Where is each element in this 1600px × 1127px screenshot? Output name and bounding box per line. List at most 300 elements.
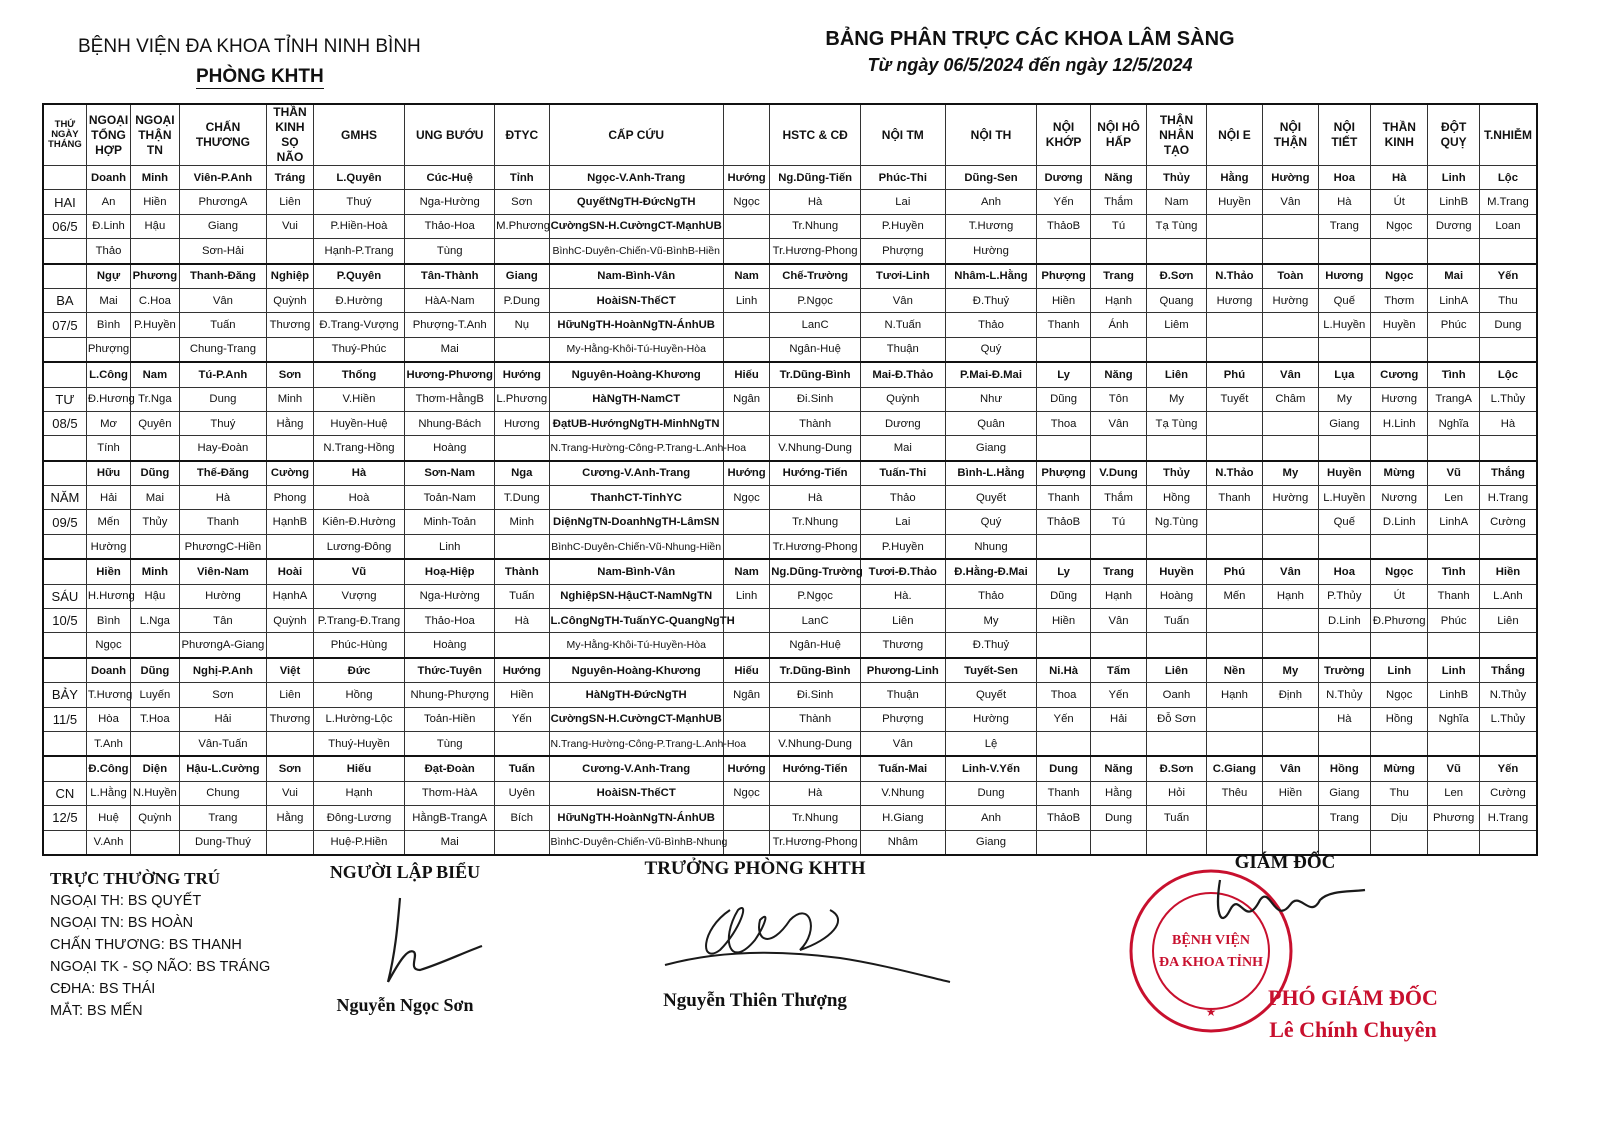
schedule-cell: P.Hiền-Hoà (313, 214, 405, 238)
day-cell (43, 166, 86, 190)
schedule-cell (1318, 337, 1370, 362)
schedule-cell: Lụa (1318, 362, 1370, 387)
schedule-cell: Dung (1090, 806, 1146, 830)
schedule-cell: Tân-Thành (405, 264, 495, 289)
schedule-cell: BìnhC-Duyên-Chiến-Vũ-BìnhB-Nhung (549, 830, 723, 855)
schedule-cell: Nhung (945, 534, 1037, 559)
schedule-cell: Thanh (1037, 313, 1090, 337)
resident-duty-line: NGOẠI TK - SỌ NÃO: BS TRÁNG (50, 959, 271, 975)
schedule-cell: Uyên (495, 781, 549, 805)
column-header: UNG BƯỚU (405, 104, 495, 166)
schedule-cell: Sơn (267, 756, 313, 781)
column-header: NGOẠI TỔNG HỢP (86, 104, 130, 166)
schedule-cell (495, 436, 549, 461)
schedule-cell: Hoàng (1147, 584, 1206, 608)
schedule-cell (1263, 313, 1318, 337)
schedule-cell: T.Hương (945, 214, 1037, 238)
schedule-cell: Hương-Phương (405, 362, 495, 387)
schedule-cell: Thắm (1090, 190, 1146, 214)
schedule-cell: Tươi-Linh (860, 264, 945, 289)
schedule-cell: Hạnh (1263, 584, 1318, 608)
schedule-cell: Nghĩa (1428, 411, 1479, 435)
schedule-cell: Nga-Hường (405, 584, 495, 608)
schedule-row (43, 584, 1537, 608)
schedule-cell (131, 633, 179, 658)
schedule-cell: Đ.Sơn (1147, 756, 1206, 781)
schedule-cell: Hà (313, 461, 405, 486)
schedule-cell: Phượng (860, 707, 945, 731)
schedule-cell: Phú (1206, 559, 1262, 584)
schedule-cell: Đ.Linh (86, 214, 130, 238)
schedule-cell: Ngọc (86, 633, 130, 658)
schedule-cell: Mai-Đ.Thảo (860, 362, 945, 387)
schedule-cell: HữuNgTH-HoànNgTN-ÁnhUB (549, 313, 723, 337)
schedule-cell: Quỳnh (267, 609, 313, 633)
schedule-cell: HạnhA (267, 584, 313, 608)
resident-duty-line: CĐHA: BS THÁI (50, 981, 156, 997)
schedule-cell: Phượng (1037, 264, 1090, 289)
schedule-cell: Đông-Lương (313, 806, 405, 830)
schedule-cell: Thành (770, 707, 861, 731)
schedule-cell: Mừng (1371, 756, 1428, 781)
schedule-cell: Huyền (1318, 461, 1370, 486)
schedule-cell: Phương (1428, 806, 1479, 830)
schedule-row (43, 313, 1537, 337)
schedule-cell: Nam (723, 559, 769, 584)
schedule-cell (723, 806, 769, 830)
schedule-cell (131, 436, 179, 461)
schedule-cell (1318, 633, 1370, 658)
schedule-cell: Ngọc (723, 781, 769, 805)
day-cell: 06/5 (43, 214, 86, 238)
schedule-cell (1206, 214, 1262, 238)
schedule-cell: Năng (1090, 166, 1146, 190)
schedule-cell: Hiền (1037, 288, 1090, 312)
schedule-cell: Trang (1090, 264, 1146, 289)
schedule-row (43, 486, 1537, 510)
schedule-cell: Vân (1090, 411, 1146, 435)
schedule-cell: Quyết (945, 486, 1037, 510)
day-cell (43, 633, 86, 658)
schedule-cell: CườngSN-H.CườngCT-MạnhUB (549, 214, 723, 238)
day-cell (43, 264, 86, 289)
schedule-cell: Dương (860, 411, 945, 435)
schedule-cell: H.Trang (1479, 486, 1537, 510)
schedule-cell (1263, 239, 1318, 264)
schedule-cell: Hồng (1318, 756, 1370, 781)
schedule-cell (1147, 337, 1206, 362)
schedule-cell: Nền (1206, 658, 1262, 683)
day-cell: SÁU (43, 584, 86, 608)
schedule-cell: Minh (267, 387, 313, 411)
schedule-cell: Nhung-Bách (405, 411, 495, 435)
schedule-cell (723, 313, 769, 337)
schedule-cell: Hiền (86, 559, 130, 584)
schedule-cell: Thanh (1428, 584, 1479, 608)
schedule-cell (1371, 633, 1428, 658)
schedule-cell (1263, 534, 1318, 559)
schedule-cell: Đ.Công (86, 756, 130, 781)
schedule-row (43, 362, 1537, 387)
schedule-cell: Giang (1318, 411, 1370, 435)
schedule-cell: V.Dung (1090, 461, 1146, 486)
schedule-cell: Hằng (1090, 781, 1146, 805)
schedule-cell: Liên (267, 683, 313, 707)
schedule-cell: HoàiSN-ThếCT (549, 288, 723, 312)
schedule-cell: Kiên-Đ.Hường (313, 510, 405, 534)
schedule-cell (1318, 731, 1370, 756)
column-header: CHẤN THƯƠNG (179, 104, 267, 166)
schedule-cell: Vân (1263, 559, 1318, 584)
schedule-cell: My-Hằng-Khôi-Tú-Huyền-Hòa (549, 337, 723, 362)
schedule-cell: Thuý (313, 190, 405, 214)
schedule-cell: Nga-Hường (405, 190, 495, 214)
schedule-row (43, 559, 1537, 584)
schedule-cell: Tráng (267, 166, 313, 190)
schedule-cell: Thảo-Hoa (405, 609, 495, 633)
schedule-cell: C.Giang (1206, 756, 1262, 781)
schedule-cell (1206, 731, 1262, 756)
schedule-cell: NghiệpSN-HậuCT-NamNgTN (549, 584, 723, 608)
schedule-cell: Thêu (1206, 781, 1262, 805)
schedule-cell (495, 239, 549, 264)
schedule-cell: Lệ (945, 731, 1037, 756)
schedule-row (43, 658, 1537, 683)
schedule-cell: Đ.Hằng-Đ.Mai (945, 559, 1037, 584)
schedule-cell: Cương (1371, 362, 1428, 387)
schedule-cell: V.Nhung (860, 781, 945, 805)
schedule-cell (1428, 633, 1479, 658)
resident-duty-line: MẮT: BS MẾN (50, 1003, 143, 1019)
schedule-cell: Toàn (1263, 264, 1318, 289)
schedule-cell: BìnhC-Duyên-Chiến-Vũ-Nhung-Hiền (549, 534, 723, 559)
column-header: ĐỘT QUỴ (1428, 104, 1479, 166)
schedule-cell: Hồng (1371, 707, 1428, 731)
schedule-cell: Ngân (723, 387, 769, 411)
schedule-cell: Thu (1371, 781, 1428, 805)
column-header: NỘI TM (860, 104, 945, 166)
schedule-cell (1318, 534, 1370, 559)
schedule-cell: Ánh (1090, 313, 1146, 337)
schedule-cell: Dương (1428, 214, 1479, 238)
schedule-cell: Tân (179, 609, 267, 633)
schedule-cell: Thơm (1371, 288, 1428, 312)
column-header: THẦN KINH SỌ NÃO (267, 104, 313, 166)
schedule-cell: Hạnh (1090, 584, 1146, 608)
schedule-cell: Đ.Trang-Vượng (313, 313, 405, 337)
day-cell (43, 756, 86, 781)
schedule-cell (1479, 731, 1537, 756)
schedule-cell: Quân (945, 411, 1037, 435)
day-cell: 10/5 (43, 609, 86, 633)
schedule-cell (1206, 707, 1262, 731)
schedule-cell: Dũng (131, 658, 179, 683)
schedule-cell: Nga (495, 461, 549, 486)
schedule-cell: L.Hằng (86, 781, 130, 805)
schedule-cell: Hạnh-P.Trang (313, 239, 405, 264)
schedule-cell: Hải (179, 707, 267, 731)
schedule-cell: Hướng (723, 461, 769, 486)
schedule-cell: Viên-Nam (179, 559, 267, 584)
schedule-cell: Bình (86, 609, 130, 633)
schedule-cell: Hoa (1318, 166, 1370, 190)
schedule-cell: Mai (1428, 264, 1479, 289)
schedule-cell: Hướng-Tiến (770, 461, 861, 486)
schedule-cell: Sơn (179, 683, 267, 707)
schedule-cell: Thu (1479, 288, 1537, 312)
schedule-cell (1206, 633, 1262, 658)
schedule-cell (1206, 411, 1262, 435)
schedule-row (43, 166, 1537, 190)
schedule-cell: Vũ (1428, 756, 1479, 781)
schedule-cell: Minh (131, 559, 179, 584)
schedule-cell: Tuấn (1147, 806, 1206, 830)
schedule-cell: Nam-Bình-Vân (549, 559, 723, 584)
schedule-cell: Bình (86, 313, 130, 337)
schedule-cell (131, 830, 179, 855)
schedule-cell: T.Dung (495, 486, 549, 510)
schedule-cell: T.Anh (86, 731, 130, 756)
schedule-cell: Thuận (860, 337, 945, 362)
schedule-cell: Nghiệp (267, 264, 313, 289)
schedule-cell: Nụ (495, 313, 549, 337)
day-cell: NĂM (43, 486, 86, 510)
schedule-cell: Hướng (723, 166, 769, 190)
schedule-cell: Thủy (131, 510, 179, 534)
resident-duty-title: TRỰC THƯỜNG TRÚ (50, 869, 221, 888)
header-row (43, 104, 1537, 166)
schedule-cell: Phúc (1428, 609, 1479, 633)
day-cell (43, 461, 86, 486)
schedule-cell: Yến (1090, 683, 1146, 707)
schedule-cell: Hoạ-Hiệp (405, 559, 495, 584)
schedule-cell: Ngọc-V.Anh-Trang (549, 166, 723, 190)
schedule-cell: Thành (770, 411, 861, 435)
schedule-cell: Quế (1318, 510, 1370, 534)
schedule-cell: Tuyết-Sen (945, 658, 1037, 683)
schedule-row (43, 337, 1537, 362)
schedule-cell: Huyền (1147, 559, 1206, 584)
schedule-cell: Hà (1318, 190, 1370, 214)
schedule-cell: Vũ (313, 559, 405, 584)
schedule-cell: P.Mai-Đ.Mai (945, 362, 1037, 387)
schedule-cell: ThảoB (1037, 510, 1090, 534)
schedule-cell: N.Trang-Hường-Công-P.Trang-L.Anh-Hoa (549, 731, 723, 756)
schedule-row (43, 264, 1537, 289)
schedule-cell: Dũng (131, 461, 179, 486)
schedule-cell: Huệ (86, 806, 130, 830)
column-header: NỘI TIẾT (1318, 104, 1370, 166)
schedule-cell (1428, 239, 1479, 264)
schedule-cell: Ly (1037, 362, 1090, 387)
column-header: THẬN NHÂN TẠO (1147, 104, 1206, 166)
schedule-row (43, 288, 1537, 312)
schedule-cell: Liêm (1147, 313, 1206, 337)
schedule-cell (1318, 436, 1370, 461)
schedule-cell: Dung (1037, 756, 1090, 781)
day-cell (43, 830, 86, 855)
schedule-cell: Chung-Trang (179, 337, 267, 362)
schedule-cell: Mai (86, 288, 130, 312)
schedule-cell: Thanh (1037, 781, 1090, 805)
schedule-cell: Vân (1263, 190, 1318, 214)
day-cell (43, 559, 86, 584)
schedule-cell: Tr.Nga (131, 387, 179, 411)
schedule-row (43, 190, 1537, 214)
schedule-cell: Sơn-Nam (405, 461, 495, 486)
schedule-cell: Thế-Đăng (179, 461, 267, 486)
schedule-cell: L.Thủy (1479, 707, 1537, 731)
schedule-cell: Hằng (267, 411, 313, 435)
schedule-cell (1263, 806, 1318, 830)
schedule-cell: Huyền (1206, 190, 1262, 214)
schedule-cell: Năng (1090, 362, 1146, 387)
schedule-cell (495, 337, 549, 362)
schedule-cell: Giang (945, 830, 1037, 855)
schedule-cell: Quế (1318, 288, 1370, 312)
schedule-cell: Tuấn-Thi (860, 461, 945, 486)
schedule-cell: Tuấn (1147, 609, 1206, 633)
schedule-cell: N.Tuấn (860, 313, 945, 337)
schedule-cell: Hướng (495, 362, 549, 387)
schedule-cell (1371, 731, 1428, 756)
svg-text:BỆNH VIỆN: BỆNH VIỆN (1172, 933, 1250, 948)
column-header: T.NHIỄM (1479, 104, 1537, 166)
schedule-cell: My (1318, 387, 1370, 411)
schedule-cell: Thắng (1479, 658, 1537, 683)
header-right (770, 28, 1290, 76)
day-cell (43, 436, 86, 461)
schedule-row (43, 633, 1537, 658)
schedule-cell: Tr.Dũng-Bình (770, 362, 861, 387)
schedule-cell: QuyếtNgTH-ĐứcNgTH (549, 190, 723, 214)
schedule-cell: Giang (495, 264, 549, 289)
column-header: ĐTYC (495, 104, 549, 166)
schedule-cell (1037, 633, 1090, 658)
schedule-cell: Dũng (1037, 387, 1090, 411)
schedule-cell: Vũ (1428, 461, 1479, 486)
schedule-cell (1037, 239, 1090, 264)
column-header: CẤP CỨU (549, 104, 723, 166)
schedule-cell: H.Trang (1479, 806, 1537, 830)
schedule-cell (723, 830, 769, 855)
schedule-cell: Hậu-L.Cường (179, 756, 267, 781)
schedule-cell: Thảo (860, 486, 945, 510)
schedule-row (43, 534, 1537, 559)
schedule-cell: Ngọc (723, 190, 769, 214)
schedule-cell (1037, 731, 1090, 756)
schedule-cell (723, 337, 769, 362)
schedule-cell: Liên (860, 609, 945, 633)
schedule-cell: Sơn-Hải (179, 239, 267, 264)
schedule-cell: Hoàng (405, 436, 495, 461)
schedule-cell: An (86, 190, 130, 214)
schedule-cell: Ngân-Huệ (770, 337, 861, 362)
schedule-cell: Đạt-Đoàn (405, 756, 495, 781)
schedule-row (43, 756, 1537, 781)
schedule-cell: Vân (179, 288, 267, 312)
schedule-cell: Ngân (723, 683, 769, 707)
schedule-cell: Tú-P.Anh (179, 362, 267, 387)
schedule-cell: Tuấn (495, 584, 549, 608)
schedule-cell: Ngọc (1371, 264, 1428, 289)
schedule-cell (723, 633, 769, 658)
vice-director-title: PHÓ GIÁM ĐỐC (1268, 985, 1438, 1010)
schedule-cell: Minh (495, 510, 549, 534)
schedule-cell: D.Linh (1318, 609, 1370, 633)
schedule-cell: Phúc (1428, 313, 1479, 337)
schedule-cell (1147, 534, 1206, 559)
schedule-cell: Vân (1263, 362, 1318, 387)
schedule-cell: Tùng (405, 239, 495, 264)
schedule-cell: Mai (131, 486, 179, 510)
schedule-cell: Tình (1428, 559, 1479, 584)
schedule-cell: Ngọc (1371, 683, 1428, 707)
day-cell: BẢY (43, 683, 86, 707)
schedule-cell: N.Trang-Hường-Công-P.Trang-L.Anh-Hoa (549, 436, 723, 461)
schedule-cell: Tùng (405, 731, 495, 756)
schedule-cell: PhươngA (179, 190, 267, 214)
day-cell (43, 362, 86, 387)
schedule-cell: L.Hường-Lộc (313, 707, 405, 731)
schedule-cell (495, 633, 549, 658)
schedule-cell: Bình-L.Hằng (945, 461, 1037, 486)
schedule-cell: Hiếu (313, 756, 405, 781)
vice-director-block (1268, 985, 1438, 1043)
schedule-cell: Lộc (1479, 166, 1537, 190)
schedule-cell: Giang (179, 214, 267, 238)
schedule-cell: Phượng (860, 239, 945, 264)
schedule-cell: Vui (267, 214, 313, 238)
schedule-cell: Đ.Hường (313, 288, 405, 312)
preparer-title: NGƯỜI LẬP BIỂU (329, 862, 481, 882)
schedule-cell: N.Thảo (1206, 461, 1262, 486)
schedule-cell: Mừng (1371, 461, 1428, 486)
schedule-cell: Quỳnh (860, 387, 945, 411)
schedule-cell: LinhB (1428, 190, 1479, 214)
schedule-cell: Dũng-Sen (945, 166, 1037, 190)
schedule-cell: Hoà (313, 486, 405, 510)
schedule-cell: Phúc-Hùng (313, 633, 405, 658)
schedule-cell: Quý (945, 510, 1037, 534)
schedule-cell: Diện (131, 756, 179, 781)
day-cell: HAI (43, 190, 86, 214)
schedule-cell: Tỉnh (495, 166, 549, 190)
schedule-cell: Thanh (1037, 486, 1090, 510)
schedule-cell: V.Hiền (313, 387, 405, 411)
schedule-cell: Dung (945, 781, 1037, 805)
schedule-cell: Đ.Sơn (1147, 264, 1206, 289)
schedule-cell: Sơn (495, 190, 549, 214)
hospital-name: BỆNH VIỆN ĐA KHOA TỈNH NINH BÌNH (78, 36, 421, 57)
schedule-cell: Thanh (179, 510, 267, 534)
schedule-cell: PhươngA-Giang (179, 633, 267, 658)
schedule-cell (1090, 633, 1146, 658)
schedule-cell: Huyền (1371, 313, 1428, 337)
schedule-cell: Thuý (179, 411, 267, 435)
schedule-cell: Đ.Phương (1371, 609, 1428, 633)
schedule-cell (1263, 436, 1318, 461)
schedule-cell: Ngự (86, 264, 130, 289)
schedule-cell (723, 214, 769, 238)
column-header: THỨ NGÀY THÁNG (43, 104, 86, 166)
schedule-cell: Cúc-Huệ (405, 166, 495, 190)
schedule-cell: M.Trang (1479, 190, 1537, 214)
schedule-cell: Hà (770, 190, 861, 214)
schedule-cell: Đ.Thuỷ (945, 633, 1037, 658)
schedule-cell (1206, 609, 1262, 633)
schedule-cell (1090, 436, 1146, 461)
